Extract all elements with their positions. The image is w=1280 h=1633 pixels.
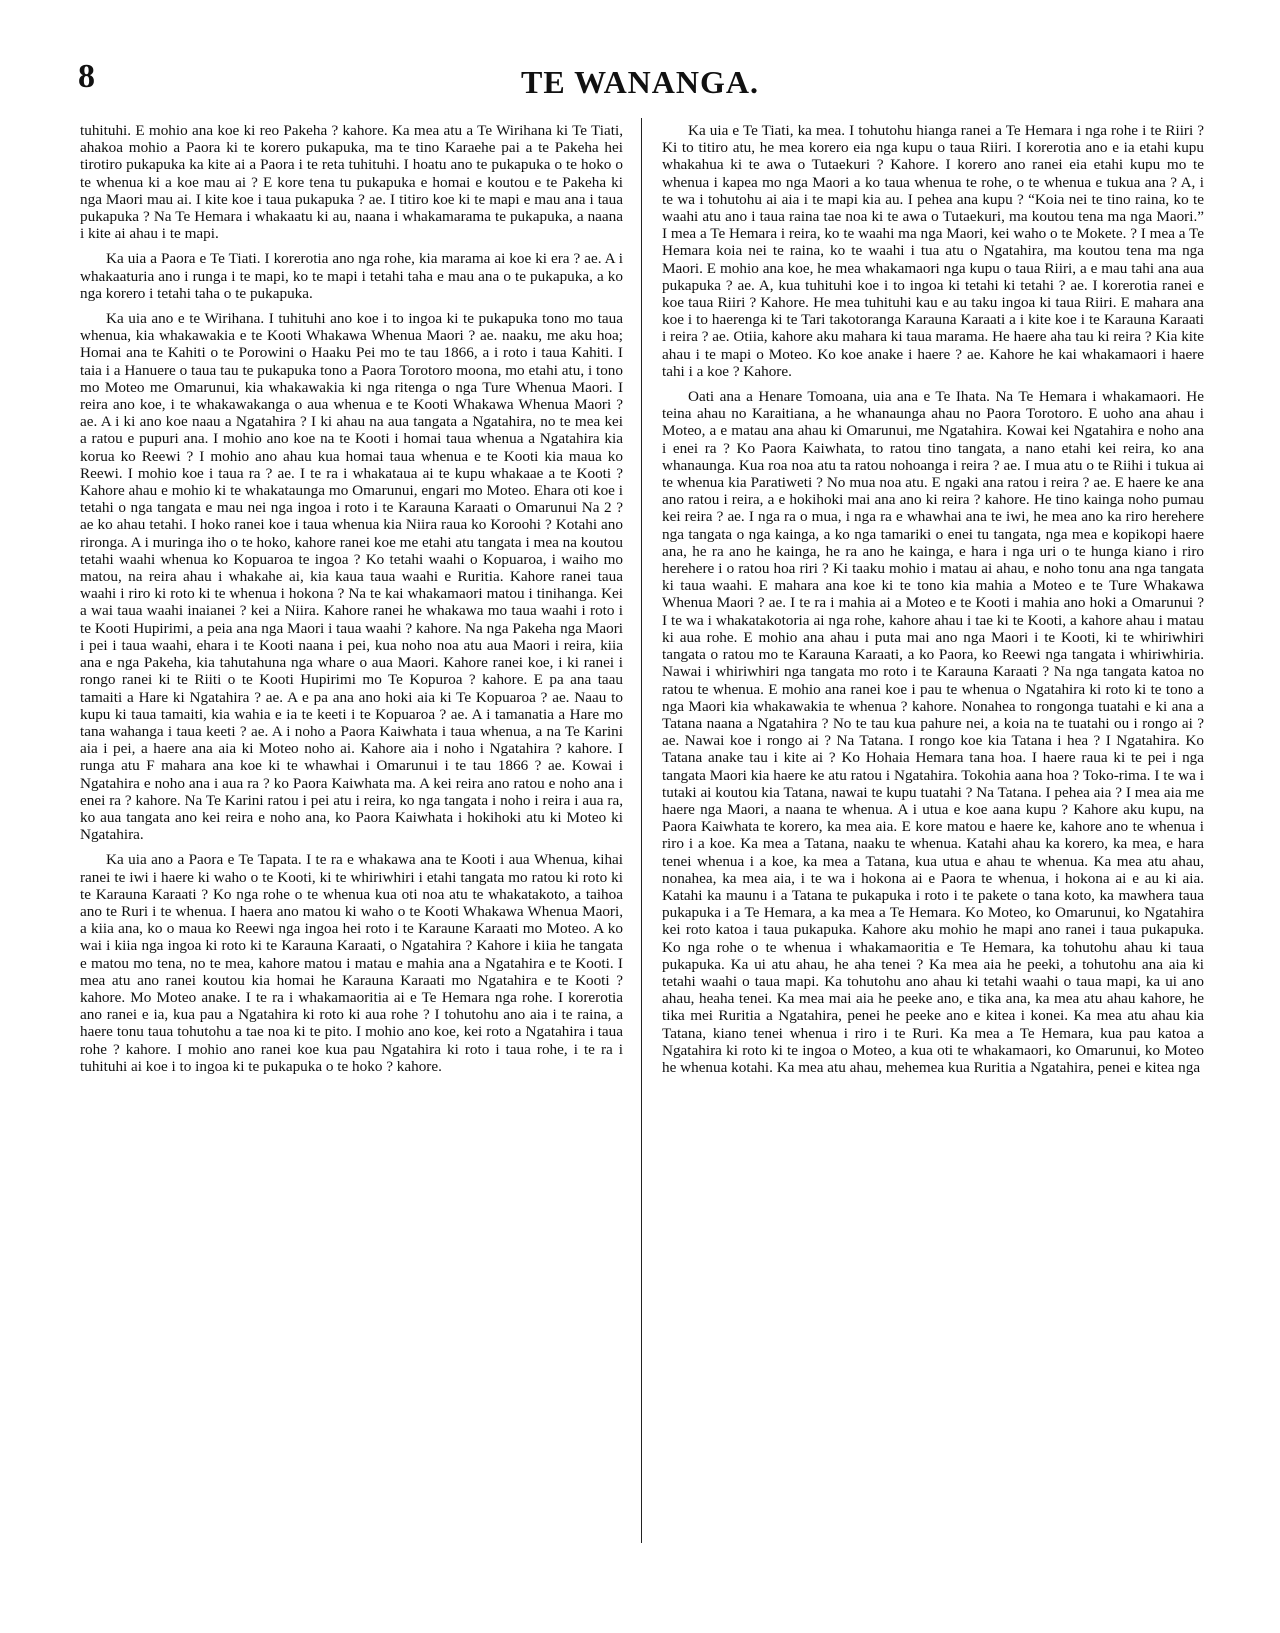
right-column (662, 122, 1204, 1084)
column-divider (641, 118, 642, 1543)
left-paragraph-3: Ka uia ano e te Wirihana. I tuhituhi ano koe i to ingoa ki te pukapuka tono mo taua whenua, kia whakawakia e te Kooti Whakawa Whenua Maori ? ae. naaku, me aku hoa; Homai ana te Kahiti o te Porowini o Haaku Pei mo te tau 1866, a i roto i taua Kahiti. I taia i a Hanuere o taua tau te pukapuka tono a Paora Torotoro moona, mo etahi atu, i tono mo Moteo me Omarunui, kia whakawakia ki nga ritenga o nga Ture Whenua Maori. I reira ano koe, i te whakawakanga o aua whenua e te Kooti Whakawa Whenua Maori ? ae. A i ki ano koe naau a Ngatahira ? I ki ahau na aua tangata a Ngatahira, no te mea kei a ratou e pupuri ana. I mohio ano koe na te Kooti i homai taua whenua a Ngatahira kia korua ko Reewi ? I mohio ano ahau kua homai taua whenua e te Kooti kia maua ko Reewi. I mohio koe i taua ra ? ae. I te ra i whakataua ai te kupu whakaae a te Kooti ? Kahore ahau e mohio ki te whakataunga mo Omarunui, engari mo Moteo. Ehara oti koe i tetahi o nga tangata e mau nei nga ingoa i roto i te Karauna Karaati o Omarunui Na 2 ? ae ko ahau tetahi. I hoko ranei koe i taua whenua kia Niira raua ko Koroohi ? Kotahi ano rironga. A i muringa iho o te hoko, kahore ranei koe me etahi atu tangata i mea na koutou tetahi waahi whenua ko Kopuaroa te ingoa ? Ko tetahi waahi o Kopuaroa, i waiho mo matou, na reira ahau i whakahe ai, kia kaua taua waahi e Ruritia. Kahore ranei taua waahi i riro ki roto ki te whenua i hokona ? Na te kai whakamaori matou i tinihanga. Kei a wai taua waahi inaianei ? kei a Niira. Kahore ranei he whakawa mo taua waahi i roto i te Kooti Hupirimi, a peia ana nga Maori i taua waahi ? kahore. Na nga Pakeha nga Maori i pei i taua waahi, ehara i te Kooti naana i pei, kua noho noa atu aua Maori i reira, kiia ana e nga Pakeha, kia tahutahuna nga whare o aua Maori. Kahore ranei koe, i ki ranei i rongo ranei ki te Riiti o te Kooti Hupirimi mo Te Kopuroa ? kahore. E pa ana taau tamaiti a Hare ki Ngatahira ? ae. A e pa ana ano hoki aia ki Te Kopuaroa ? ae. Naau to kupu ki taua tamaiti, kia wahia e ia te keeti i te Kopuaroa ? ae. A i tamanatia a Hare mo tana wahanga i taua keeti ? ae. A i noho a Paora Kaiwhata i taua whenua, a na Te Karini aia i pei, a haere ana aia ki Moteo noho ai. Kahore aia i noho i Ngatahira ? kahore. I runga atu F mahara ana koe ki te whawhai i Omarunui i te tau 1866 ? ae. Kowai i Ngatahira e noho ana i aua ra ? ko Paora Kaiwhata ma. A kei reira ano ratou e noho ana i enei ra ? kahore. Na Te Karini ratou i pei atu i reira, ko nga tangata i noho i reira i aua ra, ko aua tangata ano kei reira e noho ana, ko Paora Kaiwhata i hokihoki atu ki Moteo ki Ngatahira. (80, 310, 623, 844)
page-number: 8 (78, 58, 95, 95)
right-paragraph-2: Oati ana a Henare Tomoana, uia ana e Te Ihata. Na Te Hemara i whakamaori. He teina ahau no Karaitiana, a he whanaunga ahau no Paora Torotoro. E uoho ana ahau i Moteo, a e matau ana ahau ki Omarunui, me Ngatahira. Kowai kei Ngatahira e noho ana i enei ra ? Ko Paora Kaiwhata, to ratou tino tangata, a nano etahi kei reira, ko ana whanaunga. Kua roa noa atu ta ratou nohoanga i reira ? ae. I mua atu o te Riihi i tukua ai te whenua kia Paratiweti ? No mua noa atu. E ngaki ana ratou i reira ? ae. E haere ke ana ano ratou i reira, a e hokihoki mai ana ano ki reira ? kahore. He tino kainga noho pumau kei reira ? ae. I nga ra o mua, i nga ra e whawhai ana te iwi, he mea ano ka riro herehere nga tangata o nga kainga, a ko nga tamariki o enei tu tangata, nga mea e kopikopi haere ana, he ra ano he kainga, he ra ano he kainga, e hara i nga uri o te hunga kiano i riro herehere i o ratou hoa riri ? Ki taaku mohio i matau ai ahau, e noho tonu ana nga tangata ki taua waahi. E mahara ana koe ki te tono kia mahia a Moteo e te Ture Whakawa Whenua Maori ? ae. I te ra i mahia ai a Moteo e te Kooti i mahia ano hoki a Omarunui ? I te wa i whakatakotoria ai nga rohe, kahore ahau i tae ki te Kooti, a kahore ahau i matau ki aua rohe. E mohio ana ahau i puta mai ano nga Maori i te Kooti, ki te whiriwhiri tangata o ratou mo te Karauna Karaati, a ko Paora, ko Reewi nga tangata i whiriwhiria. Nawai i whiriwhiri nga tangata mo roto i te Karauna Karaati ? Na nga tangata katoa no ratou te whenua. E mohio ana ranei koe i pau te whenua o Ngatahira ki roto ki te tono a nga Maori kia whakawakia te whenua ? kahore. Nonahea to rongonga tuatahi e ki ana a Tatana naana a Ngatahira ? No te tau kua pahure nei, a koia na te tuatahi ou i rongo ai ? ae. Nawai koe i rongo ai ? Na Tatana. I rongo koe kia Tatana i hea ? I Ngatahira. Ko Tatana anake tau i kite ai ? Ko Hohaia Hemara tana hoa. I haere raua ki te pei i nga tangata Maori kia haere ke atu ratou i Ngatahira. Tokohia aana hoa ? Toko-rima. I te wa i tutaki ai koutou kia Tatana, nawai te kupu tuatahi ? Na Tatana. I pehea aia ? I mea aia me haere nga Maori, a naana te whenua. A i utua e koe aana kupu ? Kahore aku kupu, na Paora Kaiwhata te korero, ka mea aia. E kore matou e haere ke, kahore ano te whenua i riro i a koe. Ka mea a Tatana, naaku te whenua. Katahi ahau ka korero, ka mea, e hara tenei whenua i a koe, ka mea a Tatana, kua utua e ahau te whenua. Ka mea atu ahau, nonahea, ka mea aia, i te wa i hokona ai e Paora te whenua, i hokona ai e au ki aia. Katahi ka maunu i a Tatana te pukapuka i roto i te pakete o tana koto, ka mawhera taua pukapuka i a Te Hemara, a ka mea a Te Hemara. Ko Moteo, ko Omarunui, ko Ngatahira kei roto katoa i taua pukapuka. Kahore aku mohio he mapi ano ranei i taua pukapuka. Ko nga rohe o te whenua i whakamaoritia e Te Hemara, ka tohutohu ahau ki taua pukapuka. Ka ui atu ahau, he aha tenei ? Ka mea aia he peeki, a tohutohu ana aia ki tetahi waahi o taua mapi. Ka tohutohu ano ahau ki tetahi waahi o taua mapi, ka ui ano ahau, heaha tenei. Ka mea mai aia he peeke ano, e tika ana, ka mea atu ahau kahore, he tika mei Ruritia a Ngatahira, penei he peeke ano e kitea i konei. Ka mea atu ahau kia Tatana, kiano tenei whenua i riro i te Ruri. Ka mea a Te Hemara, kua pau katoa a Ngatahira ki roto ki te ingoa o Moteo, a kua oti te whakamaori, ko Omarunui, ko Moteo he whenua kotahi. Ka mea atu ahau, mehemea kua Ruritia a Ngatahira, penei e kitea nga (662, 388, 1204, 1076)
newspaper-title: TE WANANGA. (521, 64, 759, 100)
left-column (80, 122, 623, 1083)
left-paragraph-4: Ka uia ano a Paora e Te Tapata. I te ra e whakawa ana te Kooti i aua Whenua, kihai ranei te iwi i haere ki waho o te Kooti, ki te whiriwhiri i etahi tangata mo ratou ki roto ki te Karauna Karaati ? Ko nga rohe o te whenua kua oti noa atu te whakatakoto, a taihoa ano te Ruri i te whenua. I haera ano matou ki waho o te Kooti Whakawa Whenua Maori, a kiia ana, ko o maua ko Reewi nga ingoa hei roto i te Karaune Karaati mo Moteo. A ko wai i kiia nga ingoa ki roto ki te Karauna Karaati, o Ngatahira ? Kahore i kiia he tangata e matou mo tena, no te mea, kahore matou i matau e mahia ana a Ngatahira e te Kooti. I mea atu ano ranei koutou kia homai he Karauna Karaati mo Ngatahira e te Kooti ? kahore. Mo Moteo anake. I te ra i whakamaoritia ai e Te Hemara nga rohe. I korerotia ano ranei e ia, kua pau a Ngatahira ki roto ki aua rohe ? I tohutohu ano aia i te raina, a haere tonu taua tohutohu a tae noa ki te pito. I mohio ano koe, kei roto a Ngatahira i taua rohe ? kahore. I mohio ano ranei koe kua pau Ngatahira ki roto i taua rohe, i te ra i tuhituhi ai koe i to ingoa ki te pukapuka o te hoko ? kahore. (80, 851, 623, 1075)
left-paragraph-2: Ka uia a Paora e Te Tiati. I korerotia ano nga rohe, kia marama ai koe ki era ? ae. A i whakaaturia ano i runga i te mapi, ko te mapi i tetahi taha e mau ana o te pukapuka, a ko nga korero i tetahi taha o te pukapuka. (80, 250, 623, 302)
left-paragraph-1: tuhituhi. E mohio ana koe ki reo Pakeha ? kahore. Ka mea atu a Te Wirihana ki Te Tiati, ahakoa mohio a Paora ki te korero pukapuka, ma te tino Karaehe pai a te Pakeha hei tirotiro pukapuka ka kite ai a Paora i te reta tuhituhi. I hoatu ano te pukapuka o te hoko o te whenua ki a koe mau ai ? E kore tena tu pukapuka e homai e koutou e te Pakeha ki nga Maori mau ai. I kite koe i taua pukapuka ? ae. I titiro koe ki te mapi e mau ana i taua pukapuka ? Na Te Hemara i whakaatu ki au, naana i whakamarama te pukapuka, a naana i kite ai ahau i te mapi. (80, 122, 623, 243)
right-paragraph-1: Ka uia e Te Tiati, ka mea. I tohutohu hianga ranei a Te Hemara i nga rohe i te Riiri ? Ki to titiro atu, he mea korero eia nga kupu o taua Riiri. I korerotia ano e ia etahi kupu whakahua ki te awa o Tutaekuri ? Kahore. I korero ano ranei eia etahi kupu mo te whenua i kapea mo nga Maori a ko taua whenua te rohe, o te whenua e tukua ana ? A, i te wa i tohutohu ai aia i te mapi kia au. I pehea ana kupu ? “Koia nei te tino raina, ko te waahi atu ano i taua raina tae noa ki te awa o Tutaekuri, ma koutou tena ma nga Maori.” I mea a Te Hemara i reira, ko te waahi ma nga Maori, kei waho o te Mokete. ? I mea a Te Hemara koia nei te raina, ko te waahi i tua atu o Ngatahira, ma koutou tena ma nga Maori. E mohio ana koe, he mea whakamaori nga kupu o taua Riiri, a e mau tahi ana aua pukapuka ? ae. A, kua tuhituhi koe i to ingoa ki tetahi ki tetahi ? ae. I korerotia ranei e koe taua Riiri ? Kahore. He mea tuhituhi kau e au taku ingoa ki taua Riiri. E mahara ana koe i to haerenga ki te Tari takotoranga Karauna Karaati a i kite koe i te Karauna Karaati i reira ? ae. Otiia, kahore aku mahara ki taua marama. He haere aha tau ki reira ? Kia kite ahau i te mapi o Moteo. Ko koe anake i haere ? ae. Kahore he kai whakamaori i haere tahi i a koe ? Kahore. (662, 122, 1204, 380)
